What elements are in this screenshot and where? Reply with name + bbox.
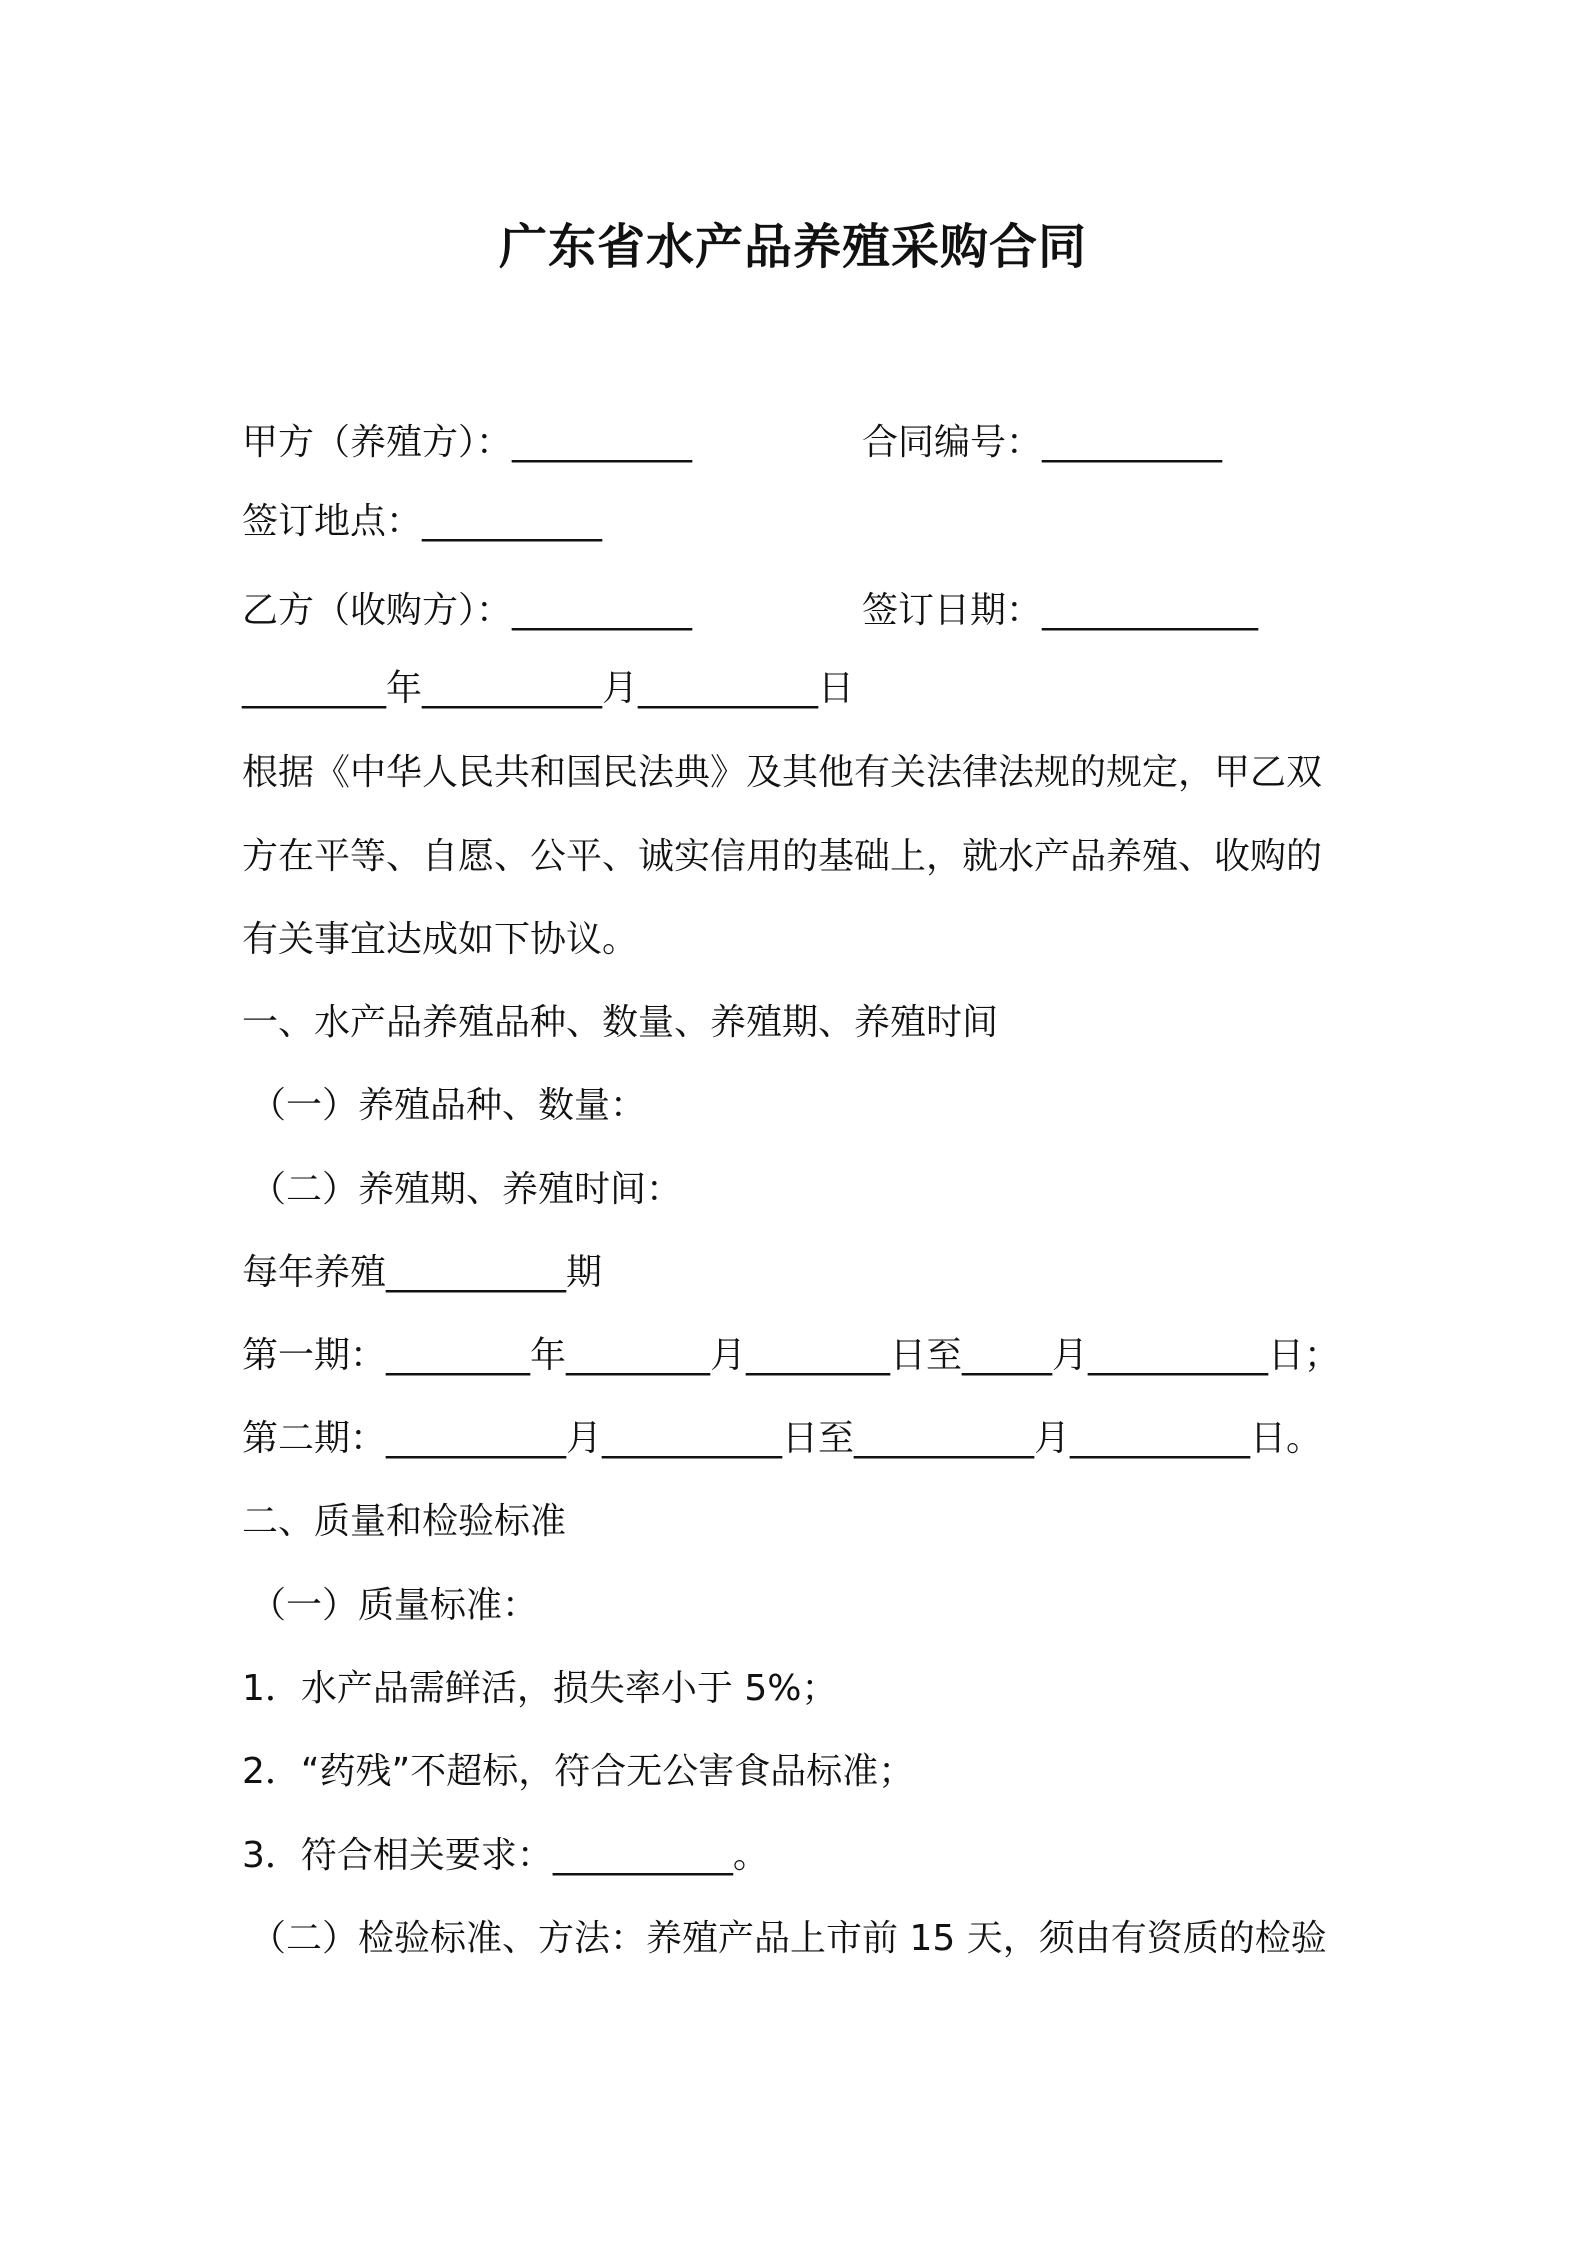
section2-heading: 二、质量和检验标准 [242,1501,567,1542]
party-a-field: 甲方（养殖方）：__________ [242,422,693,463]
date-line: ________年__________月__________日 [242,668,854,709]
document-title: 广东省水产品养殖采购合同 [498,219,1087,275]
intro-line: 方在平等、自愿、公平、诚实信用的基础上，就水产品养殖、收购的 [242,836,1323,877]
sign-date-field: 签订日期：____________ [862,590,1259,631]
quality-item: 2．“药残”不超标，符合无公害食品标准； [242,1751,915,1792]
contract-number-field: 合同编号：__________ [862,422,1223,463]
party-b-field: 乙方（收购方）：__________ [242,590,693,631]
section1-sub2: （二）养殖期、养殖时间： [250,1169,683,1210]
phase2-line: 第二期：__________月__________日至__________月__________日。 [242,1418,1323,1459]
phase1-line: 第一期：________年________月________日至_____月__________日； [242,1335,1341,1376]
intro-line: 有关事宜达成如下协议。 [242,919,639,960]
sign-place-field: 签订地点：__________ [242,501,603,542]
quality-item: 1．水产品需鲜活，损失率小于 5%； [242,1668,838,1709]
section2-sub1: （一）质量标准： [250,1585,539,1626]
section2-sub2: （二）检验标准、方法：养殖产品上市前 15 天，须由有资质的检验 [250,1918,1327,1959]
intro-line: 根据《中华人民共和国民法典》及其他有关法律法规的规定，甲乙双 [242,752,1323,793]
section1-heading: 一、水产品养殖品种、数量、养殖期、养殖时间 [242,1002,999,1043]
per-year-line: 每年养殖__________期 [242,1252,603,1293]
quality-item: 3．符合相关要求：__________。 [242,1835,769,1876]
section1-sub1: （一）养殖品种、数量： [250,1085,647,1126]
